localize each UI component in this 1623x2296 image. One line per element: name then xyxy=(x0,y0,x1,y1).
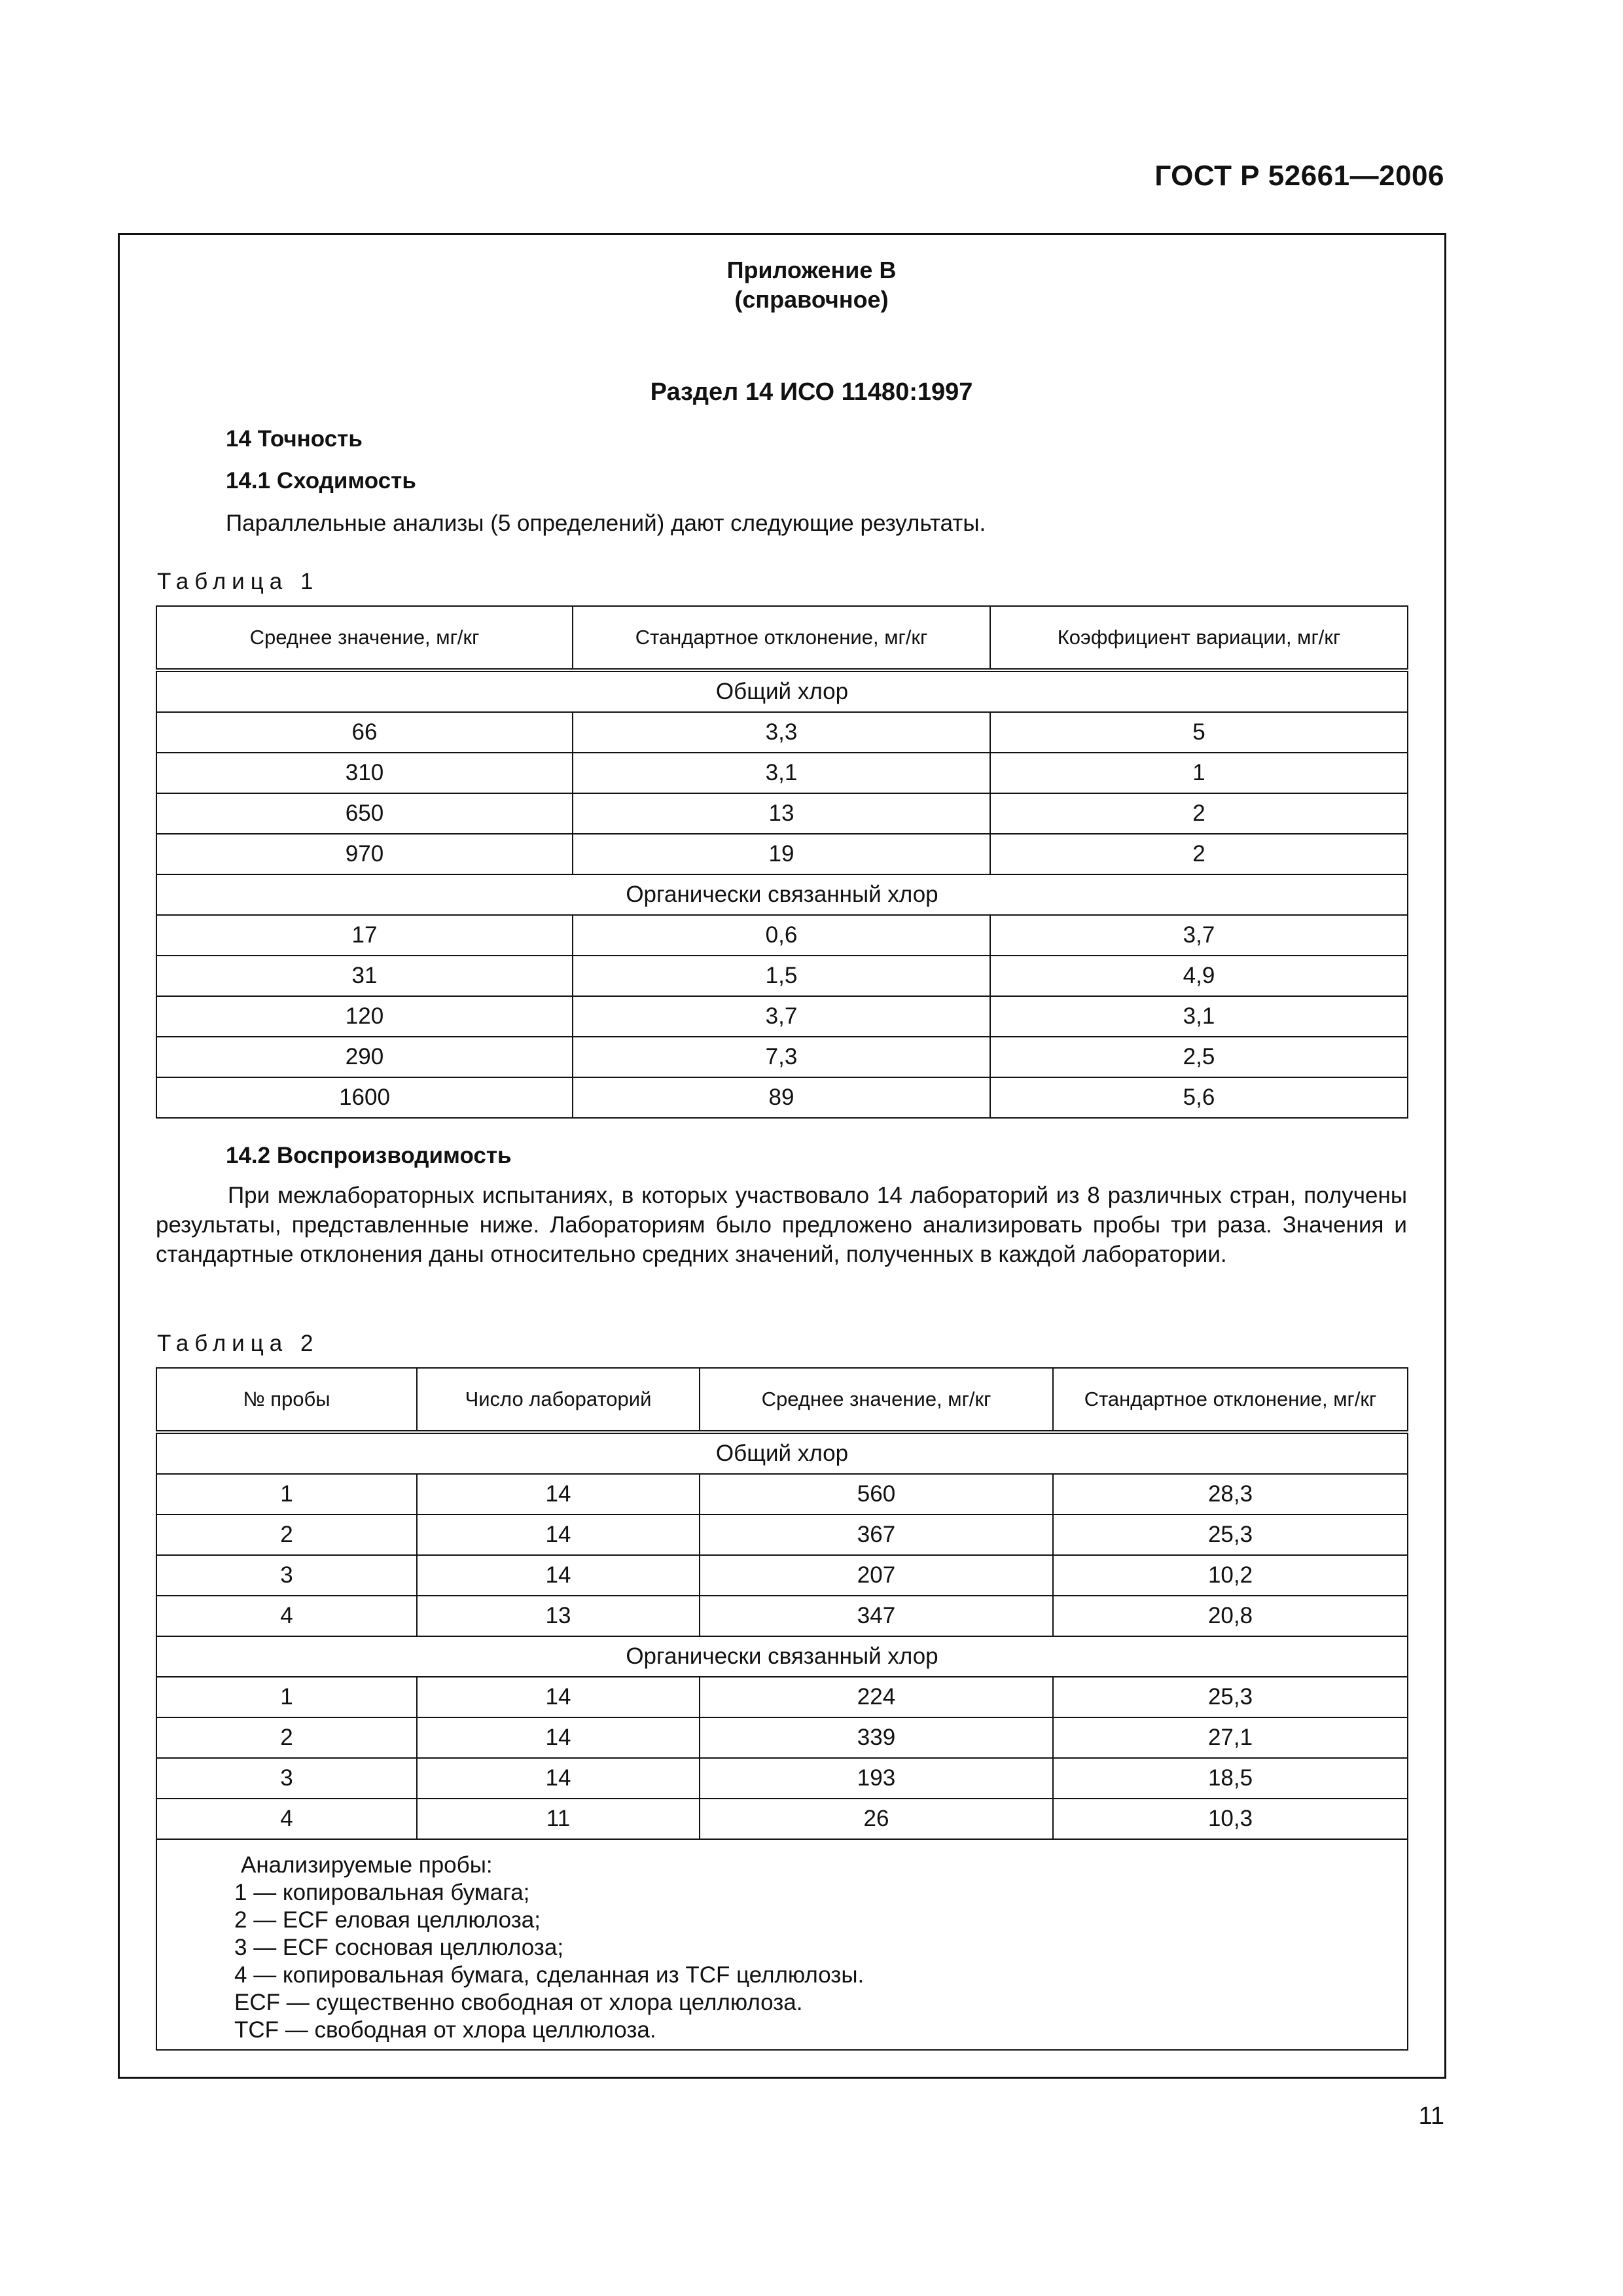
table-2 xyxy=(156,1367,1408,2051)
table-1 xyxy=(156,605,1408,1119)
table-row xyxy=(156,1758,1408,1799)
table-cell: 20,8 xyxy=(1053,1596,1408,1636)
group-label-total-chlorine: Общий хлор xyxy=(156,1432,1408,1474)
table-cell: 27,1 xyxy=(1053,1717,1408,1758)
table-cell: 1 xyxy=(990,753,1408,793)
heading-14-2: 14.2 Воспроизводимость xyxy=(226,1143,512,1168)
table-header-cell: Коэффициент вариации, мг/кг xyxy=(990,606,1408,670)
table-cell: 18,5 xyxy=(1053,1758,1408,1799)
standard-number: ГОСТ Р 52661—2006 xyxy=(1154,160,1444,192)
table-cell: 193 xyxy=(700,1758,1053,1799)
group-label-organic-chlorine: Органически связанный хлор xyxy=(156,1636,1408,1677)
table-cell: 347 xyxy=(700,1596,1053,1636)
note-item: 1 — копировальная бумага; xyxy=(234,1880,530,1905)
table-row xyxy=(156,712,1408,753)
table-cell: 2,5 xyxy=(990,1037,1408,1077)
table-cell: 1600 xyxy=(156,1077,573,1118)
notes-heading: Анализируемые пробы: xyxy=(241,1852,493,1878)
table-cell: 5 xyxy=(990,712,1408,753)
table-header-cell: Число лабораторий xyxy=(417,1368,700,1432)
table-cell: 14 xyxy=(417,1677,700,1717)
table-cell: 66 xyxy=(156,712,573,753)
table-cell: 14 xyxy=(417,1717,700,1758)
page-number: 11 xyxy=(1418,2102,1444,2130)
table-cell: 3 xyxy=(156,1758,417,1799)
group-label-organic-chlorine: Органически связанный хлор xyxy=(156,874,1408,915)
table-cell: 3,7 xyxy=(573,996,990,1037)
heading-14-1: 14.1 Сходимость xyxy=(226,468,416,493)
table-cell: 17 xyxy=(156,915,573,956)
table-row xyxy=(156,834,1408,874)
table-cell: 28,3 xyxy=(1053,1474,1408,1515)
table-cell: 13 xyxy=(573,793,990,834)
table-group-row xyxy=(156,874,1408,915)
table-header-cell: Среднее значение, мг/кг xyxy=(156,606,573,670)
table-cell: 10,3 xyxy=(1053,1799,1408,1839)
table-header-cell: Стандартное отклонение, мг/кг xyxy=(1053,1368,1408,1432)
table-cell: 367 xyxy=(700,1515,1053,1555)
table-group-row xyxy=(156,670,1408,712)
table-cell: 3,7 xyxy=(990,915,1408,956)
table-group-row xyxy=(156,1636,1408,1677)
table-cell: 1,5 xyxy=(573,956,990,996)
table-row xyxy=(156,915,1408,956)
table-cell: 2 xyxy=(990,834,1408,874)
table-cell: 290 xyxy=(156,1037,573,1077)
table-row xyxy=(156,996,1408,1037)
appendix-heading xyxy=(0,255,1623,314)
table-cell: 89 xyxy=(573,1077,990,1118)
reproducibility-paragraph: При межлабораторных испытаниях, в которых участвовало 14 лабораторий из 8 различных стран, получены результаты, представленные ниже. Лабораториям было предложено анализировать пробы три раза. Значения и стандартные отклонения даны относительно средних значений, полученных в каждой лаборатории. xyxy=(156,1183,1407,1267)
table-cell: 25,3 xyxy=(1053,1677,1408,1717)
table-header-cell: № пробы xyxy=(156,1368,417,1432)
table-header-row xyxy=(156,1368,1408,1432)
table-cell: 7,3 xyxy=(573,1037,990,1077)
table-cell: 120 xyxy=(156,996,573,1037)
table-row xyxy=(156,1799,1408,1839)
table-row xyxy=(156,1077,1408,1118)
table-cell: 5,6 xyxy=(990,1077,1408,1118)
table-row xyxy=(156,1596,1408,1636)
appendix-title: Приложение В xyxy=(726,257,897,283)
group-label-total-chlorine: Общий хлор xyxy=(156,670,1408,712)
table-cell: 1 xyxy=(156,1474,417,1515)
table-cell: 4 xyxy=(156,1799,417,1839)
table-row xyxy=(156,1474,1408,1515)
table-cell: 3 xyxy=(156,1555,417,1596)
table-cell: 4 xyxy=(156,1596,417,1636)
table-cell: 31 xyxy=(156,956,573,996)
note-item: 2 — ECF еловая целлюлоза; xyxy=(234,1907,541,1933)
table-cell: 2 xyxy=(990,793,1408,834)
table-header-cell: Среднее значение, мг/кг xyxy=(700,1368,1053,1432)
table-cell: 310 xyxy=(156,753,573,793)
table-cell: 19 xyxy=(573,834,990,874)
table-cell: 207 xyxy=(700,1555,1053,1596)
table-cell: 560 xyxy=(700,1474,1053,1515)
table-cell: 650 xyxy=(156,793,573,834)
table-cell: 11 xyxy=(417,1799,700,1839)
intro-text: Параллельные анализы (5 определений) дают следующие результаты. xyxy=(226,511,986,536)
table-cell: 970 xyxy=(156,834,573,874)
table-row xyxy=(156,1677,1408,1717)
note-item: 3 — ECF сосновая целлюлоза; xyxy=(234,1935,564,1960)
table-cell: 224 xyxy=(700,1677,1053,1717)
table-cell: 2 xyxy=(156,1515,417,1555)
table-cell: 26 xyxy=(700,1799,1053,1839)
table-cell: 339 xyxy=(700,1717,1053,1758)
table-row xyxy=(156,1515,1408,1555)
table-cell: 13 xyxy=(417,1596,700,1636)
table-cell: 4,9 xyxy=(990,956,1408,996)
table-cell: 3,1 xyxy=(573,753,990,793)
table-header-cell: Стандартное отклонение, мг/кг xyxy=(573,606,990,670)
table-cell: 25,3 xyxy=(1053,1515,1408,1555)
note-item: ECF — существенно свободная от хлора целлюлоза. xyxy=(234,1990,803,2015)
table2-caption: Таблица 2 xyxy=(157,1331,319,1356)
heading-14: 14 Точность xyxy=(226,426,363,452)
table-cell: 1 xyxy=(156,1677,417,1717)
table-row xyxy=(156,1717,1408,1758)
table-row xyxy=(156,956,1408,996)
table-cell: 3,1 xyxy=(990,996,1408,1037)
table-cell: 10,2 xyxy=(1053,1555,1408,1596)
table-row xyxy=(156,1037,1408,1077)
table1-caption: Таблица 1 xyxy=(157,569,319,594)
section-title: Раздел 14 ИСО 11480:1997 xyxy=(650,378,973,406)
table-group-row xyxy=(156,1432,1408,1474)
table-cell: 14 xyxy=(417,1758,700,1799)
table-header-row xyxy=(156,606,1408,670)
table-row xyxy=(156,753,1408,793)
table-row xyxy=(156,793,1408,834)
table-cell: 14 xyxy=(417,1555,700,1596)
table-notes-row xyxy=(156,1839,1408,2050)
table-cell: 0,6 xyxy=(573,915,990,956)
note-item: TCF — свободная от хлора целлюлоза. xyxy=(234,2017,656,2043)
note-item: 4 — копировальная бумага, сделанная из TCF целлюлозы. xyxy=(234,1962,865,1988)
table-cell: 3,3 xyxy=(573,712,990,753)
table-cell: 14 xyxy=(417,1515,700,1555)
table-cell: 14 xyxy=(417,1474,700,1515)
table-notes xyxy=(156,1839,1408,2050)
table-cell: 2 xyxy=(156,1717,417,1758)
appendix-subtitle: (справочное) xyxy=(734,286,889,313)
table-row xyxy=(156,1555,1408,1596)
